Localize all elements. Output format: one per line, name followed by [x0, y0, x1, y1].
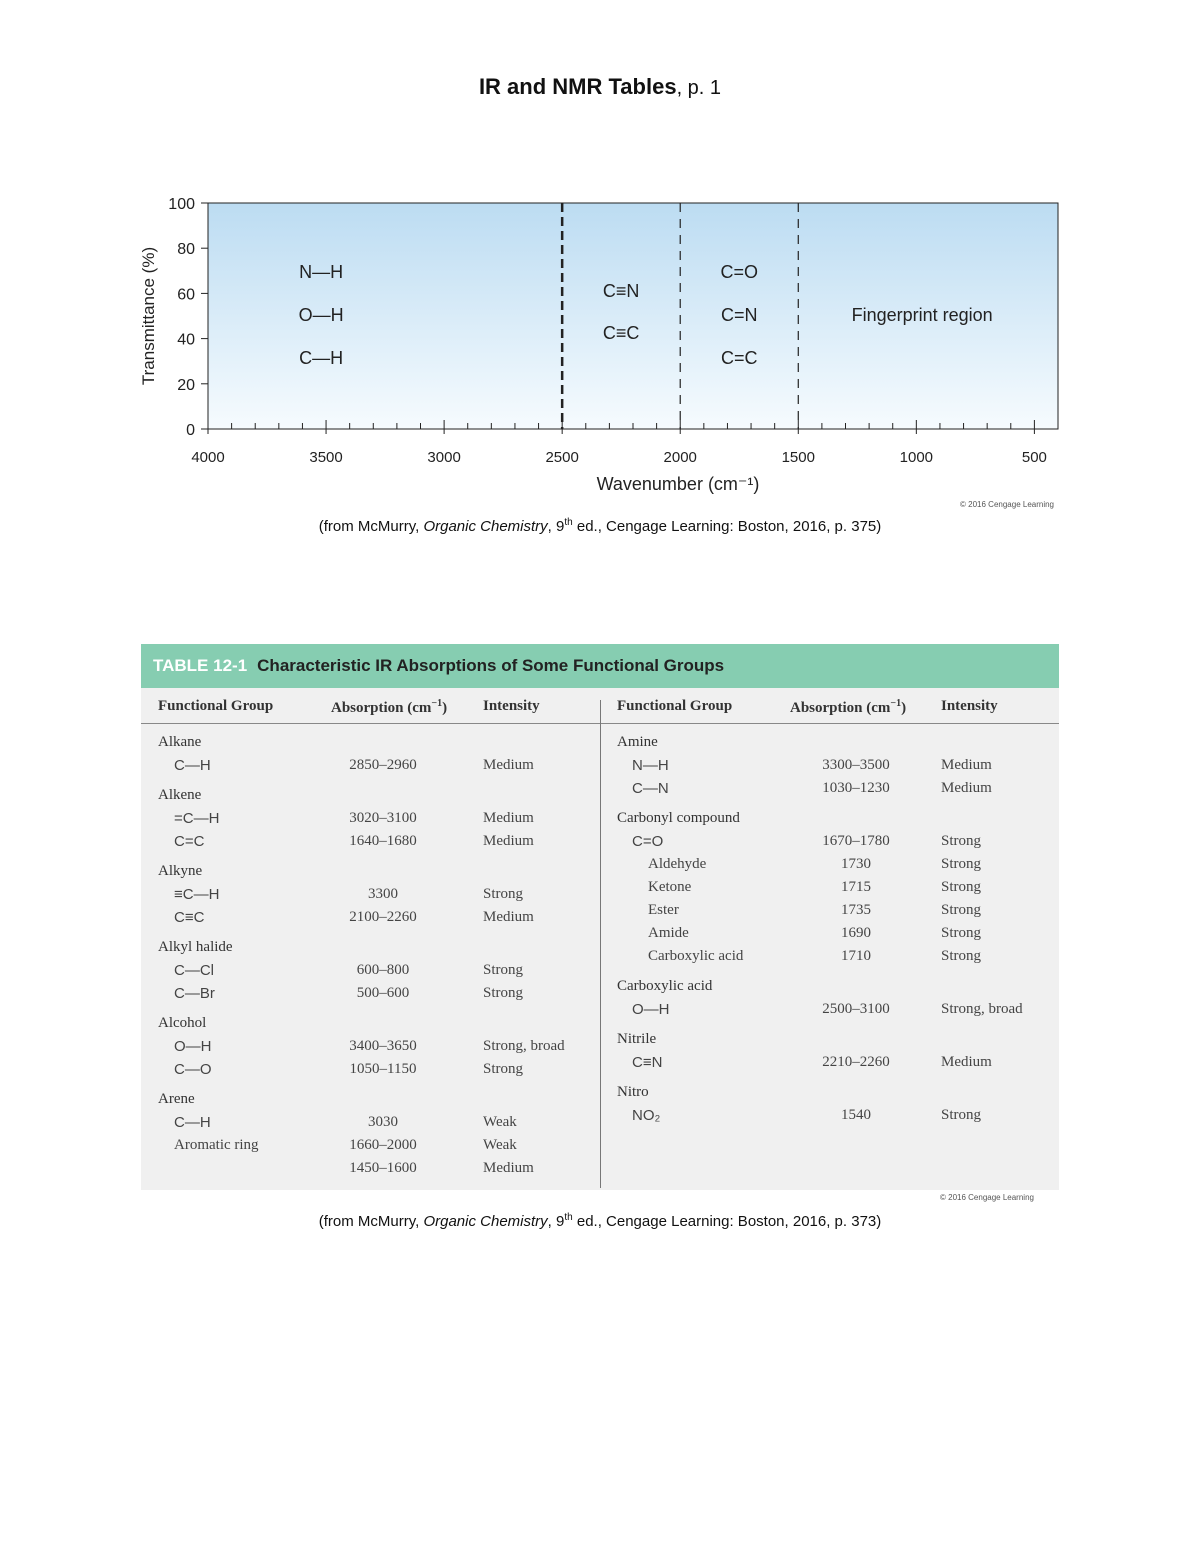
x-tick-label: 2500	[545, 449, 579, 466]
intensity-value: Medium	[483, 909, 534, 925]
table-header	[141, 644, 1059, 688]
x-axis-label: Wavenumber (cm⁻¹)	[596, 474, 760, 494]
absorption-value: 600–800	[356, 962, 410, 978]
page-title-main: IR and NMR Tables	[478, 74, 677, 99]
bond-label: C=C	[174, 833, 205, 850]
intensity-value: Strong, broad	[941, 1001, 1023, 1017]
absorption-value: 3300–3500	[822, 757, 890, 773]
intensity-value: Medium	[483, 757, 534, 773]
region-label: O—H	[298, 305, 344, 325]
intensity-value: Strong	[483, 886, 524, 902]
intensity-value: Weak	[483, 1114, 517, 1130]
intensity-value: Strong	[941, 925, 982, 941]
y-tick-label: 40	[177, 331, 195, 349]
absorption-value: 1670–1780	[822, 833, 890, 849]
bond-label: C—H	[174, 1114, 211, 1131]
table-title: Characteristic IR Absorptions of Some Functional Groups	[257, 656, 725, 675]
column-divider	[600, 700, 601, 1188]
intensity-value: Strong	[483, 1061, 524, 1077]
bond-label: NO₂	[632, 1107, 661, 1124]
caption1-prefix: (from McMurry,	[318, 518, 424, 535]
caption1-book: Organic Chemistry	[423, 518, 548, 535]
group-name: Amine	[617, 734, 658, 750]
absorption-value: 1710	[841, 948, 871, 964]
absorption-value: 1640–1680	[349, 833, 417, 849]
region-label: C=C	[720, 348, 758, 368]
region-label: Fingerprint region	[851, 305, 993, 325]
table-tag: TABLE 12-1	[153, 656, 248, 675]
ir-chart-svg	[130, 185, 1070, 515]
caption1-rest: ed., Cengage Learning: Boston, 2016, p. 375)	[572, 518, 882, 535]
bond-label: Ketone	[648, 879, 692, 895]
table-copyright: © 2016 Cengage Learning	[940, 1193, 1034, 1202]
absorption-value: 2500–3100	[822, 1001, 890, 1017]
bond-label: C—N	[632, 780, 669, 797]
bond-label: C—O	[174, 1061, 212, 1078]
region-label: C=O	[720, 262, 759, 282]
intensity-value: Medium	[941, 757, 992, 773]
absorption-value: 2100–2260	[349, 909, 417, 925]
intensity-value: Medium	[941, 780, 992, 796]
group-name: Carbonyl compound	[617, 810, 740, 826]
group-name: Alcohol	[158, 1015, 207, 1031]
bond-label: C—Br	[174, 985, 215, 1002]
region-label: C—H	[299, 348, 344, 368]
group-name: Nitro	[617, 1084, 649, 1100]
intensity-value: Strong	[941, 856, 982, 872]
intensity-value: Medium	[483, 1160, 534, 1176]
chart-copyright: © 2016 Cengage Learning	[960, 500, 1054, 509]
col-header-group-left: Functional Group	[158, 698, 274, 714]
group-name: Alkane	[158, 734, 202, 750]
caption2-rest: ed., Cengage Learning: Boston, 2016, p. 373)	[572, 1213, 882, 1230]
intensity-value: Weak	[483, 1137, 517, 1153]
group-name: Alkyl halide	[158, 939, 233, 955]
bond-label: Carboxylic acid	[648, 948, 744, 964]
absorption-value: 1450–1600	[349, 1160, 417, 1176]
intensity-value: Strong	[941, 879, 982, 895]
y-tick-label: 0	[186, 422, 195, 439]
y-tick-label: 80	[177, 241, 195, 259]
absorption-value: 1030–1230	[822, 780, 890, 796]
caption1-edition: , 9	[547, 518, 565, 535]
bond-label: C≡N	[632, 1054, 663, 1071]
absorption-value: 1735	[841, 902, 871, 918]
bond-label: =C—H	[174, 810, 220, 827]
col-header-intensity-left: Intensity	[483, 698, 540, 714]
caption-ir-chart	[0, 517, 1200, 535]
bond-label: Ester	[648, 902, 679, 918]
caption1-sup: th	[564, 517, 573, 528]
x-tick-label: 2000	[663, 449, 697, 466]
ir-chart	[130, 185, 1070, 515]
absorption-value: 2850–2960	[349, 757, 417, 773]
caption-ir-table	[0, 1212, 1200, 1230]
intensity-value: Medium	[483, 810, 534, 826]
intensity-value: Medium	[941, 1054, 992, 1070]
bond-label: C=O	[632, 833, 664, 850]
x-tick-label: 1500	[781, 449, 815, 466]
absorption-value: 3400–3650	[349, 1038, 417, 1054]
absorption-value: 500–600	[356, 985, 410, 1001]
caption2-edition: , 9	[547, 1213, 565, 1230]
y-tick-label: 60	[177, 286, 195, 304]
intensity-value: Strong	[483, 985, 524, 1001]
intensity-value: Strong	[941, 833, 982, 849]
x-tick-label: 1000	[899, 449, 934, 466]
intensity-value: Strong, broad	[483, 1038, 565, 1054]
bond-label: ≡C—H	[174, 886, 220, 903]
x-tick-label: 3500	[309, 449, 343, 466]
bond-label: O—H	[174, 1038, 212, 1055]
page-title-suffix: , p. 1	[676, 77, 722, 99]
y-tick-label: 20	[177, 376, 195, 394]
absorption-value: 1050–1150	[349, 1061, 417, 1077]
x-tick-label: 500	[1021, 449, 1047, 466]
group-name: Carboxylic acid	[617, 978, 713, 994]
intensity-value: Strong	[941, 902, 982, 918]
bond-label: Aldehyde	[648, 856, 707, 872]
absorption-value: 1730	[841, 856, 871, 872]
region-label: C=N	[720, 305, 758, 325]
group-name: Nitrile	[617, 1031, 657, 1047]
page-title	[0, 74, 1200, 100]
absorption-value: 2210–2260	[822, 1054, 890, 1070]
absorption-value: 3030	[368, 1114, 398, 1130]
absorption-value: 3300	[368, 886, 398, 902]
col-header-group-right: Functional Group	[617, 698, 733, 714]
caption2-book: Organic Chemistry	[423, 1213, 548, 1230]
bond-label: Aromatic ring	[174, 1137, 259, 1153]
absorption-value: 1715	[841, 879, 871, 895]
region-label: N—H	[299, 262, 344, 282]
intensity-value: Strong	[483, 962, 524, 978]
ir-absorption-table	[141, 644, 1059, 1190]
group-name: Arene	[158, 1091, 195, 1107]
col-header-intensity-right: Intensity	[941, 698, 998, 714]
absorption-value: 1690	[841, 925, 871, 941]
absorption-value: 3020–3100	[349, 810, 417, 826]
y-axis-label: Transmittance (%)	[139, 246, 158, 386]
x-tick-label: 4000	[191, 449, 225, 466]
caption2-prefix: (from McMurry,	[318, 1213, 424, 1230]
intensity-value: Strong	[941, 948, 982, 964]
caption2-sup: th	[564, 1212, 573, 1223]
bond-label: O—H	[632, 1001, 670, 1018]
bond-label: C—Cl	[174, 962, 214, 979]
y-tick-label: 100	[168, 196, 195, 213]
bond-label: N—H	[632, 757, 669, 774]
group-name: Alkyne	[158, 863, 203, 879]
intensity-value: Medium	[483, 833, 534, 849]
bond-label: C—H	[174, 757, 211, 774]
absorption-value: 1660–2000	[349, 1137, 417, 1153]
intensity-value: Strong	[941, 1107, 982, 1123]
bond-label: Amide	[648, 925, 689, 941]
region-label: C≡C	[602, 323, 640, 343]
absorption-value: 1540	[841, 1107, 871, 1123]
bond-label: C≡C	[174, 909, 205, 926]
region-label: C≡N	[602, 281, 640, 301]
col-header-absorption-right: Absorption $(cm^{-1})$	[790, 698, 907, 716]
col-header-absorption-left: Absorption $(cm^{-1})$	[331, 698, 448, 716]
group-name: Alkene	[158, 787, 202, 803]
x-tick-label: 3000	[427, 449, 461, 466]
